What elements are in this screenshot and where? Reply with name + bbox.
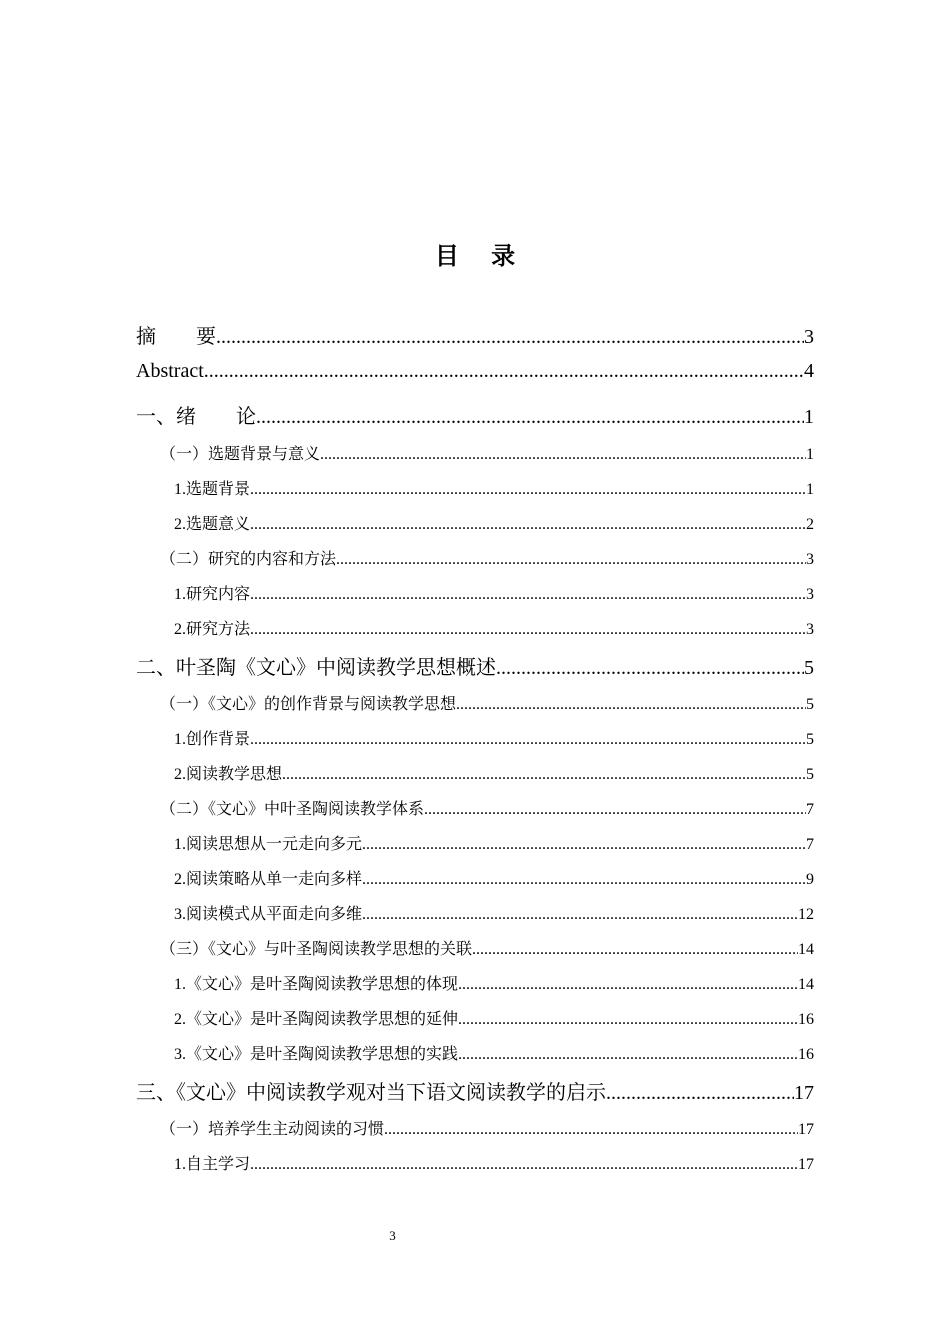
toc-entry-page: 7 — [806, 801, 814, 818]
toc-entry-subsection[interactable] — [174, 1006, 814, 1029]
toc-entry-page: 1 — [804, 406, 814, 428]
toc-entry-abstract-en[interactable] — [136, 360, 814, 383]
dot-leader — [250, 621, 806, 639]
toc-entry-label: （一）培养学生主动阅读的习惯 — [160, 1121, 385, 1138]
dot-leader — [458, 1011, 798, 1029]
dot-leader — [216, 326, 804, 349]
dot-leader — [250, 516, 806, 534]
toc-entry-page: 17 — [794, 1082, 814, 1104]
toc-entry-subsection[interactable] — [174, 616, 814, 639]
toc-entry-chapter-2[interactable] — [136, 651, 814, 680]
toc-entry-label: 1.选题背景 — [174, 481, 251, 498]
toc-entry-label: （一）选题背景与意义 — [160, 446, 321, 463]
toc-entry-page: 5 — [806, 731, 814, 748]
toc-entry-page: 4 — [804, 360, 814, 382]
toc-entry-label: 1.创作背景 — [174, 731, 251, 748]
dot-leader — [458, 976, 798, 994]
dot-leader — [282, 766, 806, 784]
dot-leader — [496, 657, 804, 680]
dot-leader — [256, 406, 804, 429]
toc-entry-label: 1.自主学习 — [174, 1156, 251, 1173]
toc-entry-label: 二、叶圣陶《文心》中阅读教学思想概述 — [136, 655, 496, 679]
toc-entry-page: 3 — [804, 326, 814, 348]
toc-entry-page: 9 — [806, 871, 814, 888]
toc-entry-page: 16 — [798, 1046, 814, 1063]
dot-leader — [606, 1082, 794, 1105]
dot-leader — [424, 801, 806, 819]
toc-entry-page: 12 — [798, 906, 814, 923]
dot-leader — [320, 446, 806, 464]
toc-entry-page: 5 — [806, 696, 814, 713]
dot-leader — [472, 941, 798, 959]
toc-entry-label: 3.《文心》是叶圣陶阅读教学思想的实践 — [174, 1046, 459, 1063]
toc-entry-page: 1 — [806, 446, 814, 463]
toc-entry-label: 2.《文心》是叶圣陶阅读教学思想的延伸 — [174, 1011, 459, 1028]
page-number: 3 — [389, 1228, 396, 1243]
toc-entry-page: 3 — [806, 551, 814, 568]
toc-entry-subsection[interactable] — [174, 831, 814, 854]
toc-entry-label: 2.研究方法 — [174, 621, 251, 638]
toc-entry-subsection[interactable] — [174, 901, 814, 924]
toc-entry-label: 2.选题意义 — [174, 516, 251, 533]
toc-entry-subsection[interactable] — [174, 511, 814, 534]
dot-leader — [362, 836, 806, 854]
toc-entry-page: 5 — [804, 657, 814, 679]
toc-entry-page: 17 — [798, 1121, 814, 1138]
toc-entry-label: 一、绪 论 — [136, 404, 256, 428]
toc-entry-section[interactable] — [160, 546, 814, 569]
dot-leader — [250, 731, 806, 749]
toc-entry-section[interactable] — [160, 936, 814, 959]
toc-entry-label: 1.阅读思想从一元走向多元 — [174, 836, 363, 853]
toc-entry-label: 2.阅读策略从单一走向多样 — [174, 871, 363, 888]
toc-entry-section[interactable] — [160, 441, 814, 464]
dot-leader — [456, 696, 806, 714]
page-title: 目 录 — [434, 242, 528, 270]
toc-entry-label: 三、《文心》中阅读教学观对当下语文阅读教学的启示 — [136, 1080, 606, 1104]
toc-entry-abstract-cn[interactable] — [136, 320, 814, 349]
toc-entry-label: （三）《文心》与叶圣陶阅读教学思想的关联 — [160, 941, 473, 958]
toc-entry-page: 3 — [806, 621, 814, 638]
toc-entry-subsection[interactable] — [174, 761, 814, 784]
dot-leader — [384, 1121, 798, 1139]
toc-entry-section[interactable] — [160, 796, 814, 819]
toc-entry-page: 16 — [798, 1011, 814, 1028]
dot-leader — [362, 871, 806, 889]
toc-entry-section[interactable] — [160, 691, 814, 714]
toc-entry-subsection[interactable] — [174, 581, 814, 604]
toc-entry-chapter-3[interactable] — [136, 1076, 814, 1105]
toc-entry-page: 14 — [798, 941, 814, 958]
toc-entry-page: 3 — [806, 586, 814, 603]
toc-entry-label: 1.研究内容 — [174, 586, 251, 603]
toc-entry-label: 1.《文心》是叶圣陶阅读教学思想的体现 — [174, 976, 459, 993]
toc-entry-label: （二）研究的内容和方法 — [160, 551, 337, 568]
dot-leader — [250, 1156, 798, 1174]
toc-entry-label: Abstract — [136, 360, 204, 382]
dot-leader — [336, 551, 806, 569]
toc-entry-page: 2 — [806, 516, 814, 533]
toc-entry-page: 14 — [798, 976, 814, 993]
toc-entry-page: 5 — [806, 766, 814, 783]
toc-entry-label: 摘 要 — [136, 324, 216, 348]
toc-entry-subsection[interactable] — [174, 1041, 814, 1064]
toc-entry-label: （一）《文心》的创作背景与阅读教学思想 — [160, 696, 457, 713]
toc-entry-subsection[interactable] — [174, 866, 814, 889]
dot-leader — [458, 1046, 798, 1064]
toc-entry-subsection[interactable] — [174, 476, 814, 499]
toc-entry-subsection[interactable] — [174, 971, 814, 994]
toc-entry-section[interactable] — [160, 1116, 814, 1139]
toc-entry-page: 17 — [798, 1156, 814, 1173]
toc-entry-page: 7 — [806, 836, 814, 853]
toc-entry-subsection[interactable] — [174, 726, 814, 749]
toc-entry-label: 3.阅读模式从平面走向多维 — [174, 906, 363, 923]
dot-leader — [362, 906, 798, 924]
dot-leader — [250, 481, 806, 499]
toc-entry-chapter-1[interactable] — [136, 400, 814, 429]
toc-entry-label: 2.阅读教学思想 — [174, 766, 283, 783]
dot-leader — [204, 360, 804, 383]
toc-entry-page: 1 — [806, 481, 814, 498]
toc-entry-subsection[interactable] — [174, 1151, 814, 1174]
toc-entry-label: （二）《文心》中叶圣陶阅读教学体系 — [160, 801, 425, 818]
dot-leader — [250, 586, 806, 604]
